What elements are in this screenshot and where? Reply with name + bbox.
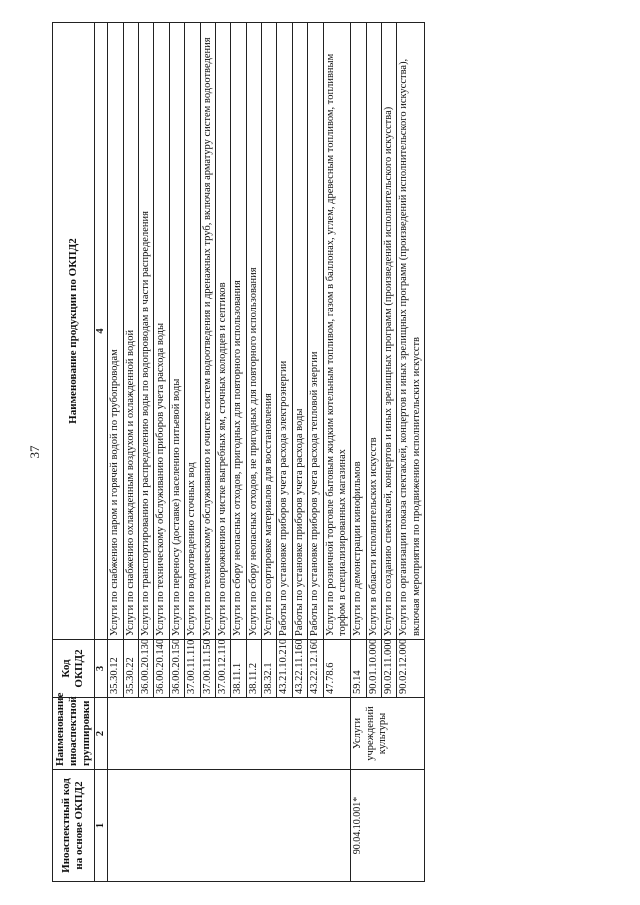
okpd2-code: 38.32.1 <box>262 640 277 698</box>
okpd2-code: 38.11.1 <box>231 640 246 698</box>
rotated-table-container <box>52 22 612 882</box>
okpd2-code: 35.30.22 <box>123 640 138 698</box>
okpd2-code: 43.21.10.210 <box>277 640 292 698</box>
okpd2-code: 35.30.12 <box>108 640 123 698</box>
page-number: 37 <box>27 445 42 459</box>
product-name: Услуги по розничной торговле бытовым жидким котельным топливом, газом в баллонах, углем, древесным топливом, топливным торфом в специализированных магазинах <box>323 23 351 640</box>
okpd2-code: 59.14 <box>351 640 366 698</box>
column-number: 1 <box>94 770 107 882</box>
table-row <box>351 23 366 882</box>
product-name: Работы по установке приборов учета расхода электроэнергии <box>277 23 292 640</box>
product-name: Услуги в области исполнительских искусств <box>366 23 381 640</box>
column-number: 3 <box>94 640 107 698</box>
okpd2-code: 90.02.11.000 <box>382 640 397 698</box>
header-product-name: Наименование продукции по ОКПД2 <box>53 23 95 640</box>
product-name: Услуги по опорожнению и чистке выгребных ям, сточных колодцев и септиков <box>215 23 230 640</box>
product-name: Услуги по сбору неопасных отходов, не пригодных для повторного использования <box>246 23 261 640</box>
product-name: Работы по установке приборов учета расхода воды <box>292 23 307 640</box>
okpd2-table <box>52 22 425 882</box>
product-name: Услуги по сортировке материалов для восстановления <box>262 23 277 640</box>
okpd2-code: 43.22.11.160 <box>292 640 307 698</box>
empty-group-code-cell <box>108 770 351 882</box>
okpd2-code: 90.01.10.000 <box>366 640 381 698</box>
okpd2-code: 36.00.20.140 <box>154 640 169 698</box>
header-okpd2-code: Код ОКПД2 <box>53 640 95 698</box>
empty-group-name-cell <box>108 698 351 770</box>
product-name: Услуги по снабжению охлажденным воздухом и охлажденной водой <box>123 23 138 640</box>
product-name: Услуги по организации показа спектаклей, концертов и иных зрелищных программ (произведений исполнительского искусства), включая мероприятия по продвижению исполнительских искусств <box>397 23 425 640</box>
okpd2-code: 37.00.11.150 <box>200 640 215 698</box>
okpd2-code: 36.00.20.130 <box>139 640 154 698</box>
header-group-name: Наименование иноаспектной группировки <box>53 698 95 770</box>
table-row <box>108 23 123 882</box>
product-name: Услуги по водоотведению сточных вод <box>185 23 200 640</box>
okpd2-code: 38.11.2 <box>246 640 261 698</box>
okpd2-code: 36.00.20.150 <box>169 640 184 698</box>
product-name: Услуги по транспортированию и распределению воды по водопроводам в части распределения <box>139 23 154 640</box>
column-number: 2 <box>94 698 107 770</box>
header-inoaspect-code: Иноаспектный код на основе ОКПД2 <box>53 770 95 882</box>
okpd2-code: 37.00.11.110 <box>185 640 200 698</box>
column-number-row <box>94 23 107 882</box>
table-header-row <box>53 23 95 882</box>
group-code: 90.04.10.001* <box>351 770 425 882</box>
product-name: Услуги по демонстрации кинофильмов <box>351 23 366 640</box>
okpd2-code: 43.22.12.160 <box>308 640 323 698</box>
product-name: Услуги по техническому обслуживанию приборов учета расхода воды <box>154 23 169 640</box>
column-number: 4 <box>94 23 107 640</box>
okpd2-code: 90.02.12.000 <box>397 640 425 698</box>
product-name: Работы по установке приборов учета расхода тепловой энергии <box>308 23 323 640</box>
product-name: Услуги по созданию спектаклей, концертов и иных зрелищных программ (произведений исполнительского искусства) <box>382 23 397 640</box>
product-name: Услуги по техническому обслуживанию и очистке систем водоотведения и дренажных труб, включая арматуру систем водоотведения <box>200 23 215 640</box>
product-name: Услуги по сбору неопасных отходов, пригодных для повторного использования <box>231 23 246 640</box>
product-name: Услуги по снабжению паром и горячей водой по трубопроводам <box>108 23 123 640</box>
group-name: Услуги учреждений культуры <box>351 698 425 770</box>
product-name: Услуги по переносу (доставке) населению питьевой воды <box>169 23 184 640</box>
okpd2-code: 47.78.6 <box>323 640 351 698</box>
okpd2-code: 37.00.12.110 <box>215 640 230 698</box>
